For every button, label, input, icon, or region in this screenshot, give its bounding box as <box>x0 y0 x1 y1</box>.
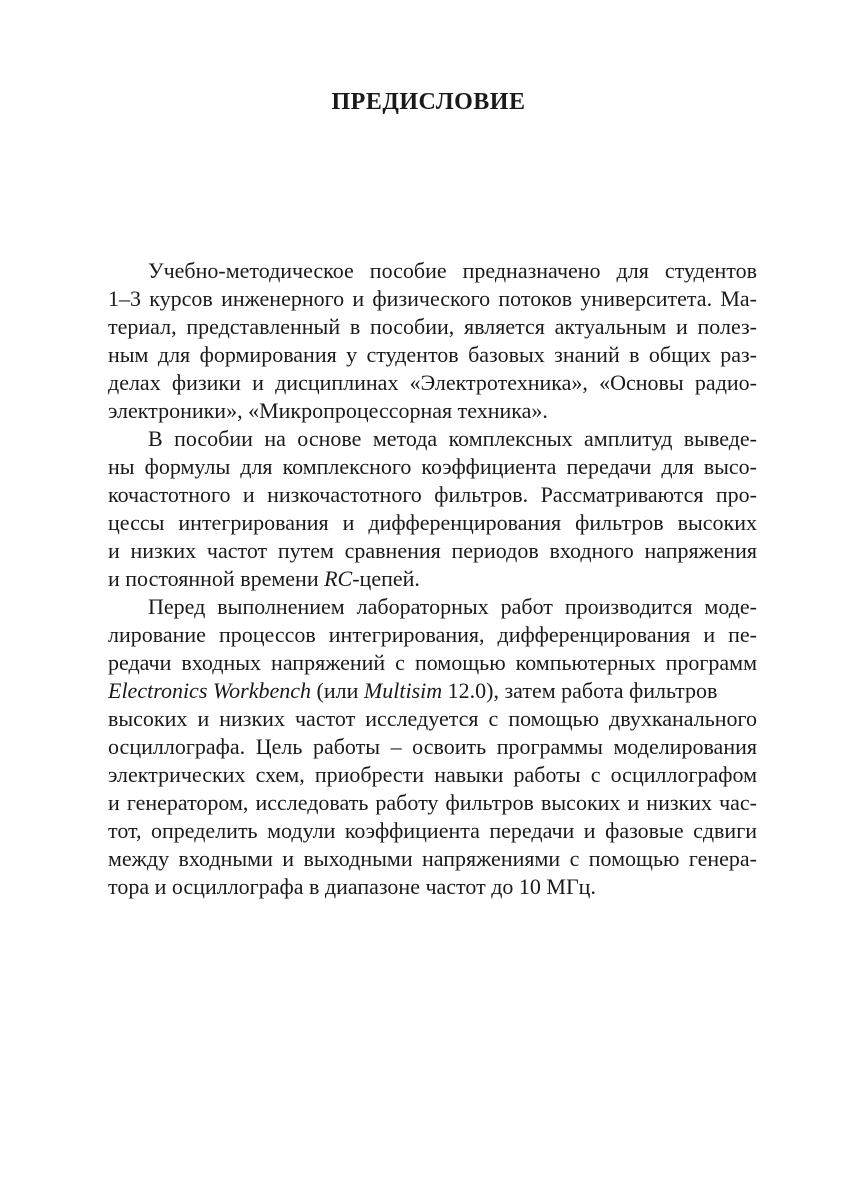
text-line: цессы интегрирования и дифференцирования фильтров высоких <box>108 510 757 535</box>
text-line: кочастотного и низкочастотного фильтров. Рассматриваются про- <box>108 482 757 507</box>
text-run: -цепей. <box>352 566 420 591</box>
text-run-italic: RC <box>324 566 353 591</box>
text-run-italic: Electronics Workbench <box>108 678 312 703</box>
text-line: тора и осциллографа в диапазоне частот до 10 МГц. <box>108 874 596 899</box>
text-line: высоких и низких частот исследуется с помощью двухканального <box>108 706 757 731</box>
text-line: тот, определить модули коэффициента передачи и фазовые сдвиги <box>108 818 757 843</box>
text-line: и низких частот путем сравнения периодов входного напряжения <box>108 538 757 563</box>
text-run: (или <box>311 678 364 703</box>
text-line <box>108 677 717 705</box>
text-line: электроники», «Микропроцессорная техника». <box>108 398 548 423</box>
text-line: териал, представленный в пособии, является актуальным и полез- <box>108 314 757 339</box>
text-line: между входными и выходными напряжениями с помощью генера- <box>108 846 757 871</box>
text-line: 1–3 курсов инженерного и физического потоков университета. Ма- <box>108 286 757 311</box>
text-run: 12.0), затем работа фильтров <box>442 678 718 703</box>
text-line: осциллографа. Цель работы – освоить программы моделирования <box>108 734 757 759</box>
text-line: и генератором, исследовать работу фильтров высоких и низких час- <box>108 790 757 815</box>
page-title: ПРЕДИСЛОВИЕ <box>331 89 526 115</box>
text-line: В пособии на основе метода комплексных амплитуд выведе- <box>148 426 757 451</box>
text-line <box>108 565 420 593</box>
text-line: ным для формирования у студентов базовых знаний в общих раз- <box>108 342 757 367</box>
text-line: лирование процессов интегрирования, дифференцирования и пе- <box>108 622 757 647</box>
text-line: делах физики и дисциплинах «Электротехника», «Основы радио- <box>108 370 757 395</box>
text-line: электрических схем, приобрести навыки работы с осциллографом <box>108 762 757 787</box>
text-run: и постоянной времени <box>108 566 325 591</box>
text-run-italic: Multisim <box>363 678 443 703</box>
text-line: Перед выполнением лабораторных работ производится моде- <box>148 594 757 619</box>
text-line: ны формулы для комплексного коэффициента передачи для высо- <box>108 454 757 479</box>
text-line: редачи входных напряжений с помощью компьютерных программ <box>108 650 757 675</box>
text-line: Учебно-методическое пособие предназначено для студентов <box>148 258 757 283</box>
